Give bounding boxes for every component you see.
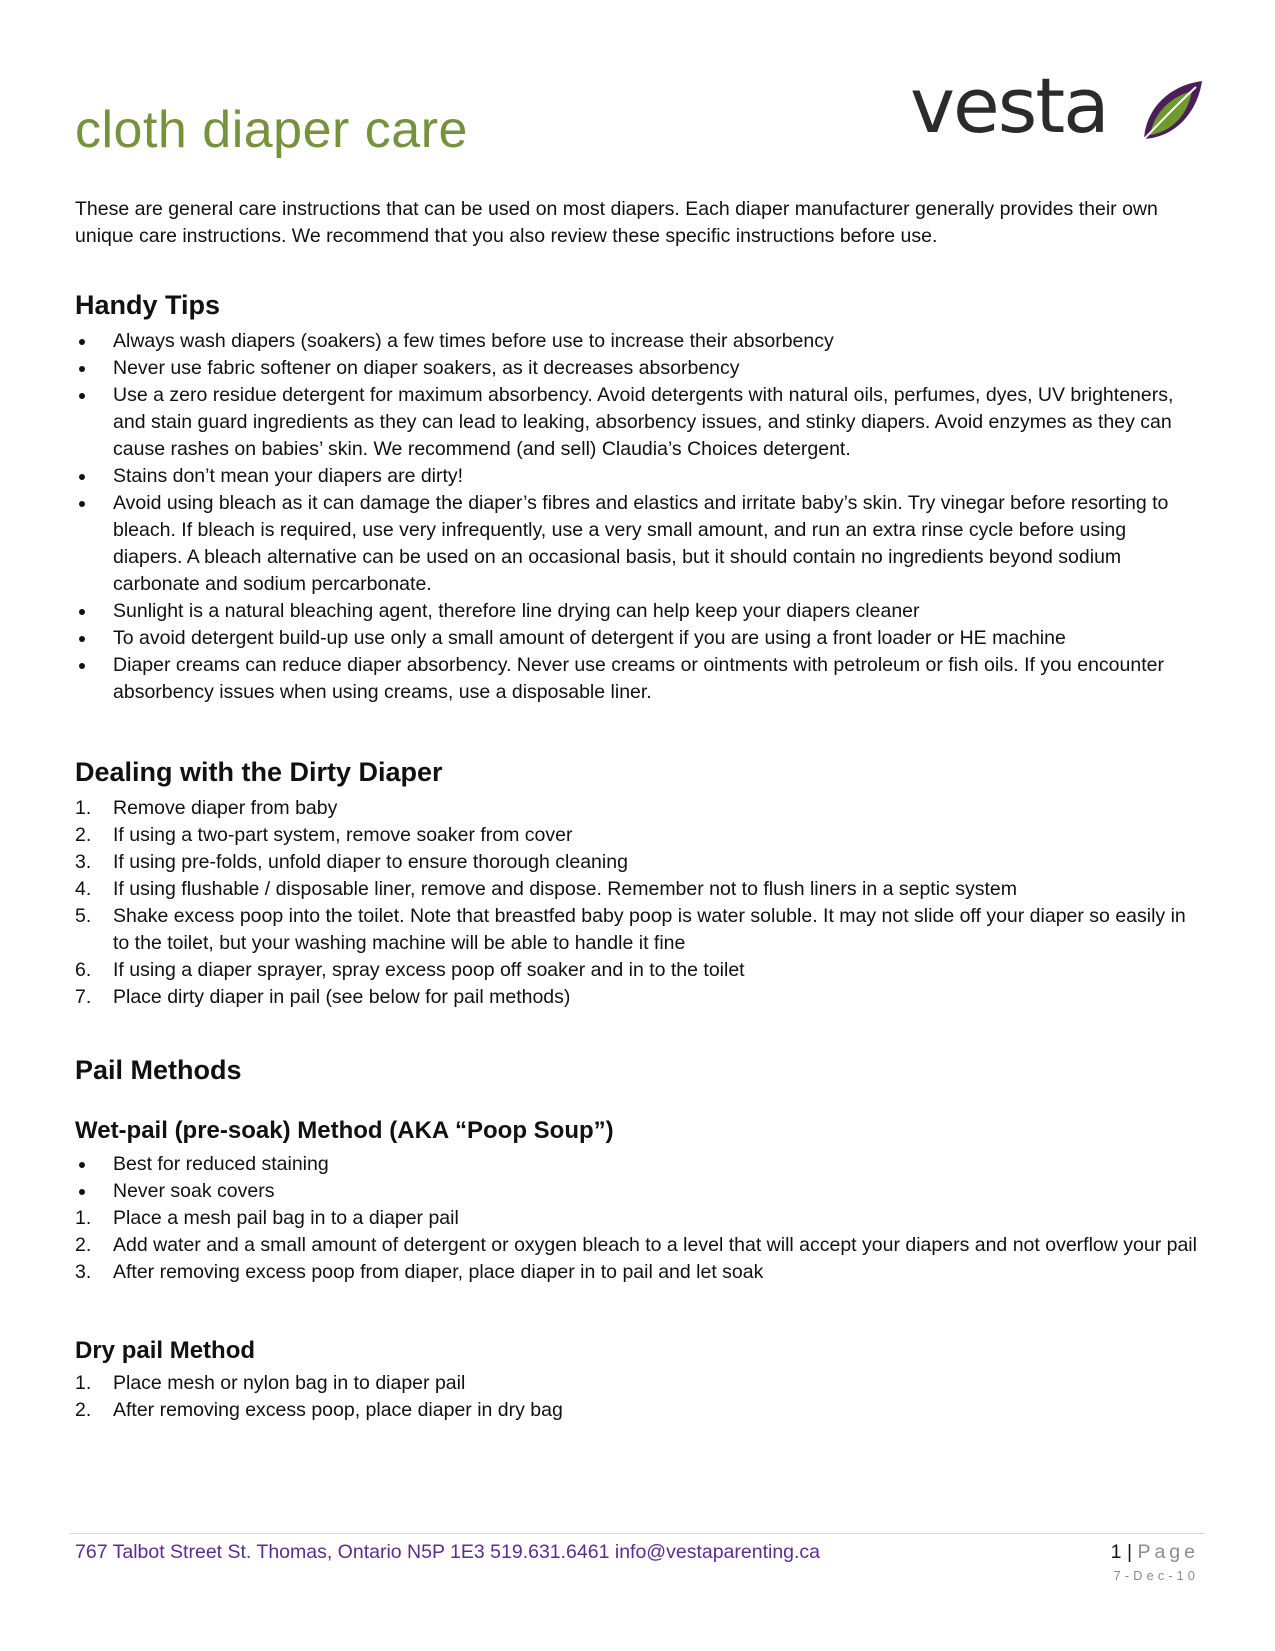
pail-methods-heading: Pail Methods [75, 1055, 242, 1085]
list-item-text: If using pre-folds, unfold diaper to ensure thorough cleaning [113, 851, 628, 873]
list-item-text: Never use fabric softener on diaper soakers, as it decreases absorbency [113, 357, 740, 379]
list-item [75, 652, 1200, 706]
wet-pail-bullets [75, 1151, 1200, 1205]
list-item-text: Always wash diapers (soakers) a few times before use to increase their absorbency [113, 330, 834, 352]
list-item [75, 1151, 1200, 1178]
footer-address: 767 Talbot Street St. Thomas, Ontario N5P 1E3 519.631.6461 info@vestaparenting.ca [75, 1541, 821, 1563]
footer-divider [70, 1533, 1205, 1534]
list-item [75, 382, 1200, 463]
leaf-icon [1136, 77, 1206, 147]
list-item-text: If using a diaper sprayer, spray excess poop off soaker and in to the toilet [113, 959, 745, 981]
list-item [75, 1232, 1200, 1259]
list-item-text: To avoid detergent build-up use only a small amount of detergent if you are using a front loader or HE machine [113, 627, 1066, 649]
list-item [75, 984, 1200, 1011]
handy-tips-list [75, 328, 1200, 706]
page-separator: | [1126, 1541, 1133, 1563]
document-title: cloth diaper care [75, 101, 468, 159]
list-item-text: After removing excess poop from diaper, place diaper in to pail and let soak [113, 1261, 764, 1283]
list-item-text: Place a mesh pail bag in to a diaper pail [113, 1207, 459, 1229]
list-number: 3. [75, 851, 92, 873]
list-item-text: Never soak covers [113, 1180, 275, 1202]
list-item-text: After removing excess poop, place diaper in dry bag [113, 1399, 563, 1421]
list-item-text: Diaper creams can reduce diaper absorbency. Never use creams or ointments with petroleum or fish oils. If you encounter absorbency issues when using creams, use a disposable liner. [113, 654, 1164, 703]
list-item-text: Avoid using bleach as it can damage the diaper’s fibres and elastics and irritate baby’s skin. Try vinegar before resorting to bleach. If bleach is required, use very infrequently, use a very small amount, and run an extra rinse cycle before using diapers. A bleach alternative can be used on an occasional basis, but it should contain no ingredients beyond sodium carbonate and sodium percarbonate. [113, 492, 1169, 595]
list-item [75, 598, 1200, 625]
list-item-text: If using flushable / disposable liner, remove and dispose. Remember not to flush liners in a septic system [113, 878, 1017, 900]
list-item [75, 1370, 1200, 1397]
wet-pail-steps [75, 1205, 1200, 1286]
list-number: 2. [75, 1399, 92, 1421]
list-number: 1. [75, 1207, 92, 1229]
dry-pail-heading: Dry pail Method [75, 1337, 256, 1364]
footer-page-number [1111, 1541, 1199, 1564]
list-number: 5. [75, 905, 92, 927]
wet-pail-heading: Wet-pail (pre-soak) Method (AKA “Poop Soup”) [75, 1117, 614, 1144]
list-item [75, 876, 1200, 903]
list-item-text: Best for reduced staining [113, 1153, 329, 1175]
list-item [75, 328, 1200, 355]
list-item [75, 795, 1200, 822]
list-item [75, 1178, 1200, 1205]
footer-date: 7-Dec-10 [1113, 1568, 1199, 1583]
list-number: 3. [75, 1261, 92, 1283]
list-item-text: Remove diaper from baby [113, 797, 338, 819]
dirty-diaper-heading: Dealing with the Dirty Diaper [75, 757, 443, 787]
list-item [75, 903, 1200, 957]
list-item-text: Stains don’t mean your diapers are dirty! [113, 465, 464, 487]
list-item [75, 463, 1200, 490]
list-item [75, 490, 1200, 598]
page-label: Page [1137, 1541, 1199, 1563]
list-item [75, 822, 1200, 849]
list-item [75, 849, 1200, 876]
vesta-logo [910, 61, 1210, 155]
handy-tips-heading: Handy Tips [75, 290, 221, 320]
list-item [75, 355, 1200, 382]
list-item-text: Sunlight is a natural bleaching agent, therefore line drying can help keep your diapers cleaner [113, 600, 920, 622]
list-item [75, 1205, 1200, 1232]
list-number: 2. [75, 1234, 92, 1256]
list-item [75, 1397, 1200, 1424]
list-number: 2. [75, 824, 92, 846]
dry-pail-steps [75, 1370, 1200, 1424]
list-item-text: Use a zero residue detergent for maximum absorbency. Avoid detergents with natural oils, perfumes, dyes, UV brighteners, and stain guard ingredients as they can lead to leaking, absorbency issues, and stinky diapers. Avoid enzymes as they can cause rashes on babies’ skin. We recommend (and sell) Claudia’s Choices detergent. [113, 384, 1174, 460]
list-item [75, 957, 1200, 984]
list-item [75, 1259, 1200, 1286]
list-item-text: Place dirty diaper in pail (see below for pail methods) [113, 986, 571, 1008]
list-item-text: If using a two-part system, remove soaker from cover [113, 824, 573, 846]
list-number: 1. [75, 797, 92, 819]
list-item-text: Shake excess poop into the toilet. Note that breastfed baby poop is water soluble. It may not slide off your diaper so easily in to the toilet, but your washing machine will be able to handle it fine [113, 905, 1186, 954]
intro-paragraph: These are general care instructions that can be used on most diapers. Each diaper manufacturer generally provides their own unique care instructions. We recommend that you also review these specific instructions before use. [75, 198, 1158, 247]
logo-wordmark: vesta [910, 61, 1108, 150]
page-number: 1 [1110, 1541, 1122, 1563]
list-number: 4. [75, 878, 92, 900]
list-item-text: Place mesh or nylon bag in to diaper pail [113, 1372, 466, 1394]
list-number: 1. [75, 1372, 92, 1394]
dirty-diaper-list [75, 795, 1200, 1011]
list-number: 6. [75, 959, 92, 981]
list-number: 7. [75, 986, 92, 1008]
list-item-text: Add water and a small amount of detergent or oxygen bleach to a level that will accept your diapers and not overflow your pail [113, 1234, 1197, 1256]
list-item [75, 625, 1200, 652]
